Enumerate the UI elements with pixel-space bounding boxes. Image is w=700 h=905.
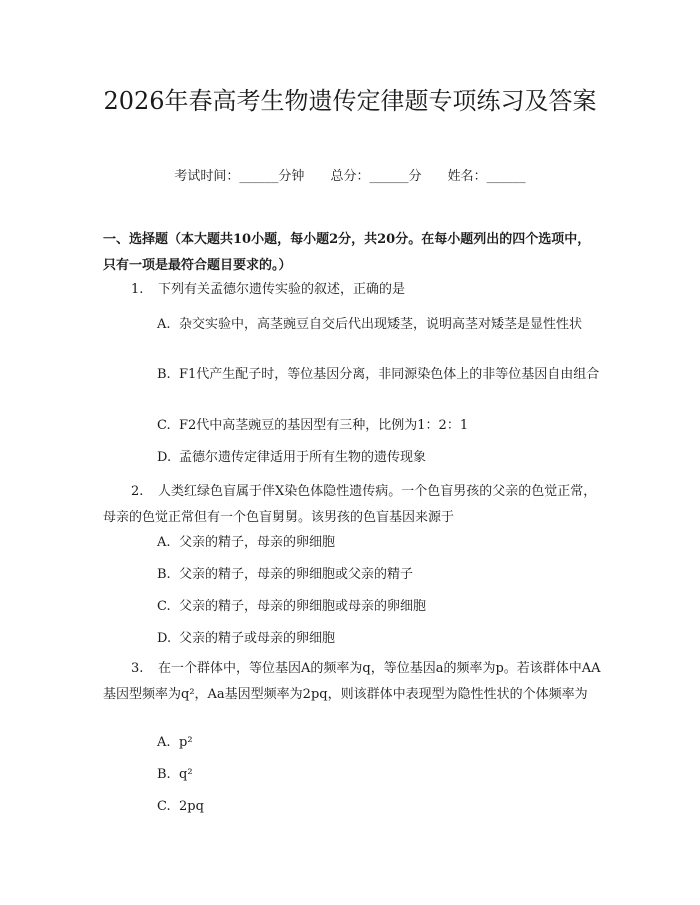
option-3a xyxy=(103,730,603,756)
option-text: F1代产生配子时，等位基因分离，非同源染色体上的非等位基因自由组合 xyxy=(179,367,600,382)
question-1 xyxy=(103,277,603,303)
option-2d xyxy=(103,626,603,652)
option-text: 父亲的精子，母亲的卵细胞或父亲的精子 xyxy=(179,567,414,582)
option-text: q² xyxy=(179,767,193,782)
option-text: 杂交实验中，高茎豌豆自交后代出现矮茎，说明高茎对矮茎是显性性状 xyxy=(179,317,583,332)
student-name-field: 姓名：______ xyxy=(447,169,526,184)
option-letter: A. xyxy=(157,735,171,750)
option-2c xyxy=(103,594,603,620)
option-2a xyxy=(103,530,603,556)
option-text: 2pq xyxy=(179,799,204,814)
option-letter: C. xyxy=(157,599,171,614)
option-letter: B. xyxy=(157,767,171,782)
question-number: 2. xyxy=(131,484,144,499)
question-stem: 在一个群体中，等位基因A的频率为q，等位基因a的频率为p。若该群体中AA基因型频率为q²，Aa基因型频率为2pq，则该群体中表现型为隐性性状的个体频率为 xyxy=(103,661,601,702)
option-text: 父亲的精子，母亲的卵细胞 xyxy=(179,535,336,550)
option-text: 父亲的精子，母亲的卵细胞或母亲的卵细胞 xyxy=(179,599,427,614)
question-stem: 下列有关孟德尔遗传实验的叙述，正确的是 xyxy=(158,282,406,297)
option-letter: D. xyxy=(157,450,172,465)
option-text: p² xyxy=(179,735,193,750)
option-letter: D. xyxy=(157,631,172,646)
option-text: 父亲的精子或母亲的卵细胞 xyxy=(179,631,336,646)
option-letter: C. xyxy=(157,418,171,433)
option-letter: A. xyxy=(157,317,171,332)
exam-info-line xyxy=(0,167,700,187)
option-text: 孟德尔遗传定律适用于所有生物的遗传现象 xyxy=(179,450,427,465)
document-title: 2026年春高考生物遗传定律题专项练习及答案 xyxy=(103,87,597,115)
option-1c xyxy=(103,413,603,439)
question-2 xyxy=(103,479,603,531)
option-1d xyxy=(103,445,603,471)
option-text: F2代中高茎豌豆的基因型有三种，比例为1：2：1 xyxy=(179,418,469,433)
section-heading: 一、选择题（本大题共10小题，每小题2分，共20分。在每小题列出的四个选项中，只有一项是最符合题目要求的。） xyxy=(103,232,591,273)
option-3b xyxy=(103,762,603,788)
option-2b xyxy=(103,562,603,588)
option-letter: B. xyxy=(157,567,171,582)
question-number: 3. xyxy=(131,661,144,676)
question-stem: 人类红绿色盲属于伴X染色体隐性遗传病。一个色盲男孩的父亲的色觉正常，母亲的色觉正常但有一个色盲舅舅。该男孩的色盲基因来源于 xyxy=(103,484,597,525)
option-3c xyxy=(103,794,603,820)
question-3 xyxy=(103,656,603,708)
option-letter: C. xyxy=(157,799,171,814)
question-number: 1. xyxy=(131,282,144,297)
option-letter: B. xyxy=(157,367,171,382)
option-1b xyxy=(103,362,603,388)
option-1a xyxy=(103,312,603,338)
exam-time-field: 考试时间：______分钟 xyxy=(174,169,305,184)
total-score-field: 总分：______分 xyxy=(330,169,422,184)
option-letter: A. xyxy=(157,535,171,550)
